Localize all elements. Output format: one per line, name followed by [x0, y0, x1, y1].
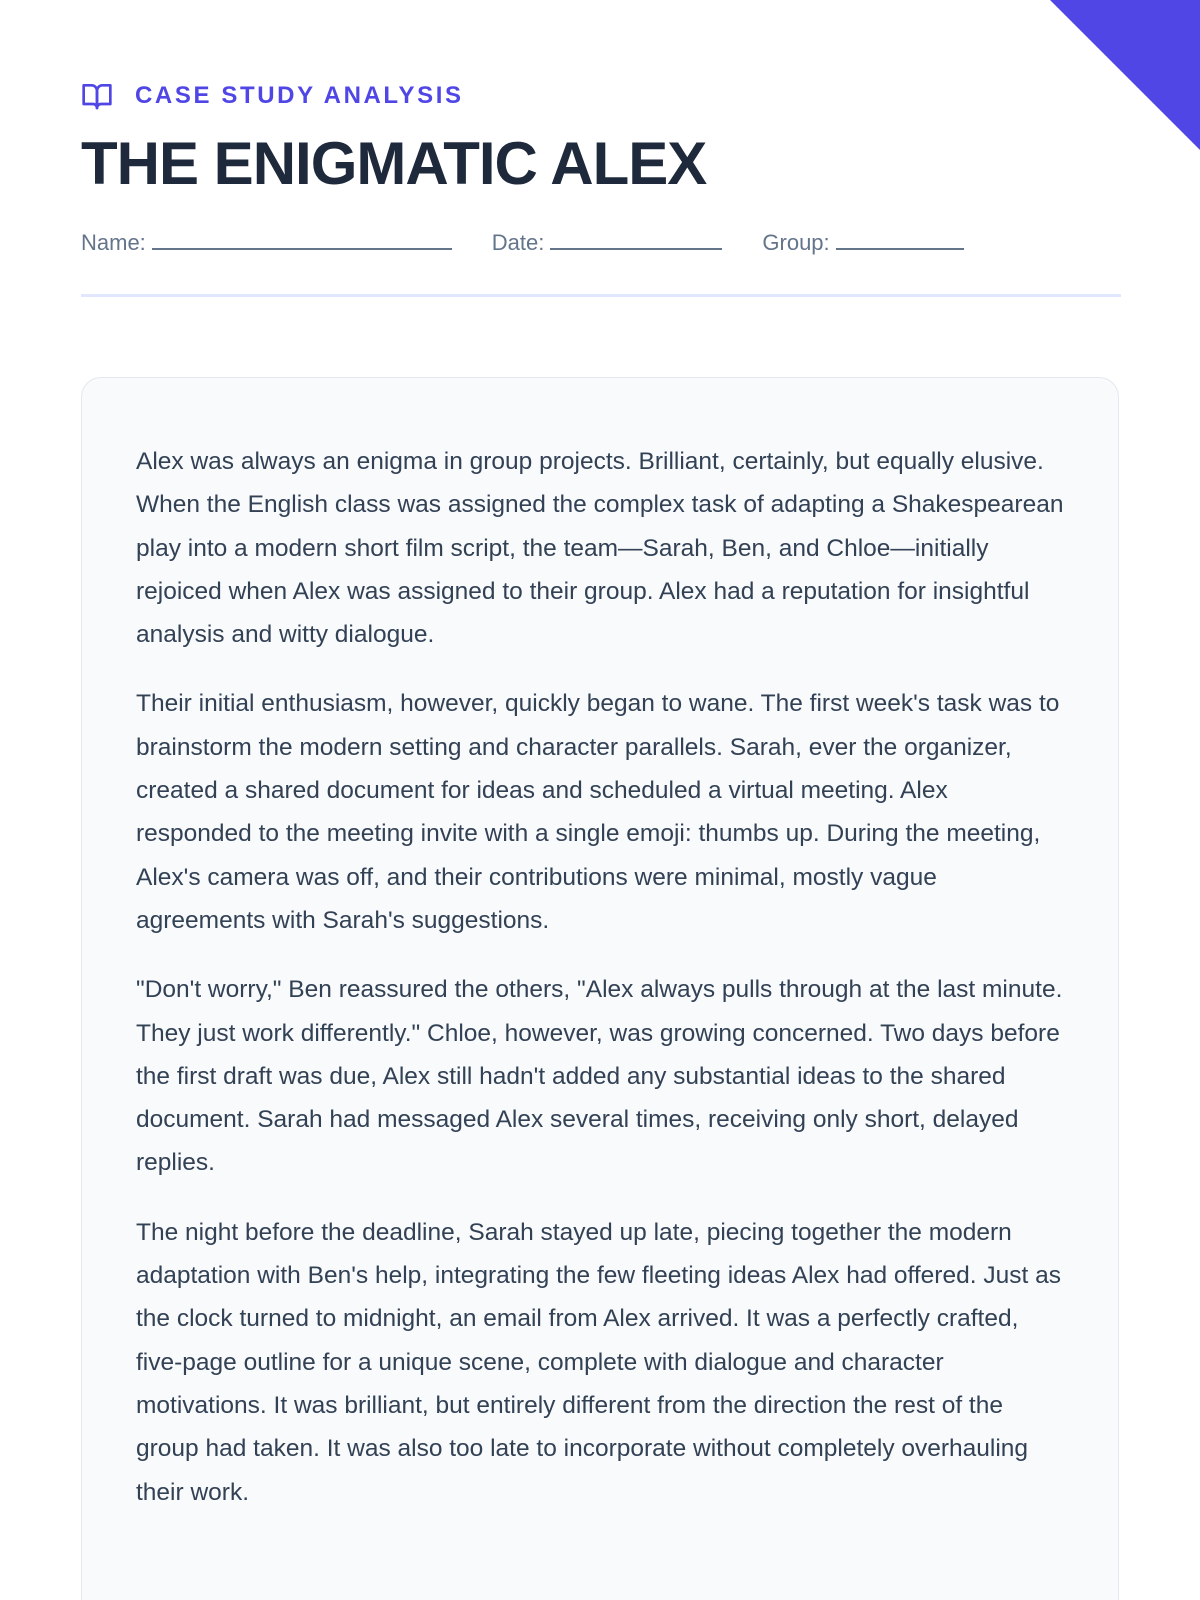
name-field[interactable]	[81, 228, 452, 256]
name-field-label: Name:	[81, 230, 146, 255]
open-book-icon	[81, 80, 113, 112]
eyebrow-label: CASE STUDY ANALYSIS	[135, 82, 464, 109]
story-card	[81, 377, 1119, 1600]
group-field-label: Group:	[762, 230, 830, 255]
page-title: THE ENIGMATIC ALEX	[81, 130, 707, 197]
date-field-blank[interactable]	[550, 228, 722, 250]
story-paragraph: "Don't worry," Ben reassured the others, "Alex always pulls through at the last minute. They just work differently." Chloe, however, was growing concerned. Two days before the first draft was due, Alex still hadn't added any substantial ideas to the shared document. Sarah had messaged Alex several times, receiving only short, delayed replies.	[136, 976, 1063, 1177]
story-paragraph: Alex was always an enigma in group projects. Brilliant, certainly, but equally elusive. When the English class was assigned the complex task of adapting a Shakespearean play into a modern short film script, the team—Sarah, Ben, and Chloe—initially rejoiced when Alex was assigned to their group. Alex had a reputation for insightful analysis and witty dialogue.	[136, 448, 1064, 649]
worksheet-header	[81, 78, 1121, 256]
header-divider	[81, 294, 1121, 297]
story-paragraph: Their initial enthusiasm, however, quickly began to wane. The first week's task was to brainstorm the modern setting and character parallels. Sarah, ever the organizer, created a shared document for ideas and scheduled a virtual meeting. Alex responded to the meeting invite with a single emoji: thumbs up. During the meeting, Alex's camera was off, and their contributions were minimal, mostly vague agreements with Sarah's suggestions.	[136, 690, 1060, 934]
group-field-blank[interactable]	[836, 228, 964, 250]
name-field-blank[interactable]	[152, 228, 452, 250]
student-info-fields	[81, 228, 1121, 256]
eyebrow	[81, 78, 1121, 114]
group-field[interactable]	[762, 228, 963, 256]
date-field[interactable]	[492, 228, 723, 256]
story-paragraph: The night before the deadline, Sarah stayed up late, piecing together the modern adaptation with Ben's help, integrating the few fleeting ideas Alex had offered. Just as the clock turned to midnight, an email from Alex arrived. It was a perfectly crafted, five-page outline for a unique scene, complete with dialogue and character motivations. It was brilliant, but entirely different from the direction the rest of the group had taken. It was also too late to incorporate without completely overhauling their work.	[136, 1218, 1061, 1506]
date-field-label: Date:	[491, 230, 545, 255]
